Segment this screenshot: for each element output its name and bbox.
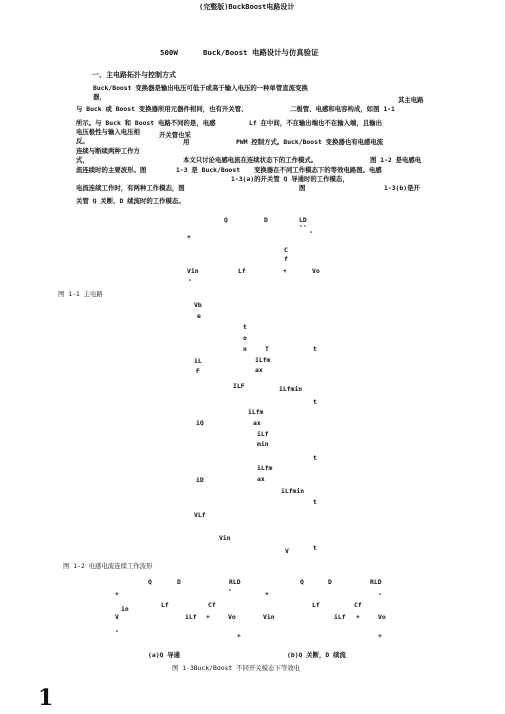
fig3b-label: - [378, 590, 382, 598]
fig3b-label: Lf [312, 601, 320, 609]
fig3b-label: iLf [334, 613, 346, 621]
fig3a-label: Q [148, 578, 152, 586]
fig3b-label: + [378, 632, 382, 640]
fig1-label-c: C [284, 246, 288, 254]
paragraph-line: 反。 [76, 137, 89, 145]
paragraph-line: 用 [183, 138, 190, 146]
fig3b-label: Vin [263, 613, 275, 621]
fig1-label-vin: Vin [187, 267, 199, 275]
fig2-label: ax [257, 475, 265, 483]
fig1-label-minus: - [188, 276, 192, 284]
paragraph-line: 1-3 是 Buck/Boost [176, 166, 241, 174]
fig1-label-d: D [264, 216, 268, 224]
fig2-label: o [243, 334, 247, 342]
fig2-label: min [257, 440, 269, 448]
paragraph-line: 式， [76, 156, 89, 164]
fig2-label: Vb [194, 301, 202, 309]
fig3b-label: Q [300, 578, 304, 586]
fig2-label: F [196, 367, 200, 375]
fig3a-label: Cf [208, 601, 216, 609]
page-header: (完整版)BuckBoost电路设计 [199, 3, 295, 11]
figure-caption: 图 1-3Buck/Boost 不同开关模态下等效电 [172, 664, 301, 672]
paragraph-line: 连续与断续两种工作方 [76, 147, 140, 155]
fig3a-label: in [121, 605, 129, 613]
paragraph-line: 图 1-2 是电感电 [370, 156, 422, 164]
fig2-label: iLfmin [279, 385, 303, 393]
fig1-label-vo: Vo [312, 267, 320, 275]
fig2-label: iLfmin [281, 487, 305, 495]
subfigure-caption-a: (a)Q 导通 [148, 651, 181, 659]
fig2-label: T [265, 345, 269, 353]
fig3a-label: iLf [185, 613, 197, 621]
paragraph-line: 所示。与 Buck 和 Boost 电路不同的是，电感 [76, 119, 216, 127]
fig3b-label: + [356, 613, 360, 621]
paragraph-line: 关管 Q 关断、D 续流时的工作模态。 [76, 197, 185, 205]
fig1-label-plus2: + [283, 267, 287, 275]
fig2-label: iD [196, 476, 204, 484]
fig1-label: - [309, 228, 313, 236]
fig2-label: ax [253, 419, 261, 427]
paragraph-line: 本文只讨论电感电流在连续状态下的工作模式。 [183, 156, 318, 164]
fig2-label: ILF [233, 382, 245, 390]
fig3a-label: Lf [161, 601, 169, 609]
paragraph-line: Buck/Boost 变换器是输出电压可低于或高于输入电压的一种单管直流变换 [93, 84, 308, 92]
fig2-label: n [243, 345, 247, 353]
fig3b-label: Cf [354, 601, 362, 609]
fig3a-label: + [237, 632, 241, 640]
paragraph-line: 开关管也采 [159, 131, 191, 139]
figure-caption: 图 1-2 电感电流连续工作波形 [63, 562, 153, 570]
fig2-label: Vin [219, 534, 231, 542]
fig2-label: iLfm [255, 356, 271, 364]
fig3b-label: RLD [370, 578, 382, 586]
fig3a-label: - [228, 586, 232, 594]
fig3a-label: Vo [228, 613, 236, 621]
subfigure-caption-b: (b)Q 关断，D 续流 [287, 651, 346, 659]
fig2-label: iLf [257, 430, 269, 438]
fig3b-label: + [265, 590, 269, 598]
fig3a-label: V [115, 613, 119, 621]
fig1-label-plus: + [187, 233, 191, 241]
paragraph-line: 与 Buck 或 Boost 变换器所用元器件相同，也有开关管、 [76, 105, 248, 113]
fig2-label: V [285, 547, 289, 555]
fig2-label: iQ [196, 419, 204, 427]
fig2-label: t [243, 323, 247, 331]
fig2-label: iL [194, 357, 202, 365]
fig3a-label: + [206, 613, 210, 621]
fig2-label: t [313, 498, 317, 506]
paragraph-line: 1-3(a)的开关管 Q 导通时的工作模态， [231, 175, 349, 183]
fig2-label: VLf [194, 511, 206, 519]
fig1-label-f: f [284, 255, 288, 263]
fig1-label: -- [299, 222, 307, 230]
fig1-label-q: Q [224, 216, 228, 224]
paragraph-line: Lf 在中间，不在输出端也不在输入端，且输出 [249, 119, 382, 127]
paragraph-line: 其主电路 [398, 96, 424, 104]
page-number: 1 [38, 685, 54, 711]
paragraph-line: 电压极性与输入电压相 [76, 128, 140, 136]
fig3a-label: D [177, 578, 181, 586]
fig2-label: iLfm [248, 408, 264, 416]
fig3a-label: + [115, 590, 119, 598]
paragraph-line: 图 [299, 184, 306, 192]
fig3b-label: Vo [378, 613, 386, 621]
title-power: 500W [160, 48, 178, 57]
fig3a-label: RLD [229, 578, 241, 586]
fig3a-label: - [115, 627, 119, 635]
fig2-label: t [313, 345, 317, 353]
figure-caption: 图 1-1 主电路 [58, 290, 103, 298]
paragraph-line: PWM 控制方式。Buck/Boost 变换器也有电感电流 [236, 138, 384, 146]
fig2-label: e [197, 312, 201, 320]
fig2-label: t [313, 454, 317, 462]
fig2-label: ax [255, 366, 263, 374]
paragraph-line: 1-3(b)是开 [384, 184, 420, 192]
paragraph-line: 变换器在不同工作模态下的等效电路图。电感 [254, 166, 382, 174]
page-title: Buck/Boost 电路设计与仿真验证 [203, 48, 319, 57]
paragraph-line: 器， [93, 93, 106, 101]
fig1-label-ld: LD [299, 216, 307, 224]
fig1-label-lf: Lf [238, 267, 246, 275]
fig3b-label: D [328, 578, 332, 586]
fig2-label: t [313, 398, 317, 406]
fig2-label: iLfm [257, 464, 273, 472]
paragraph-line: 二极管、电感和电容构成，如图 1-1 [290, 105, 395, 113]
paragraph-line: 流连续时的主要波形。图 [76, 166, 147, 174]
paragraph-line: 电流连续工作时，有两种工作模态，图 [76, 184, 185, 192]
section-heading: 一、主电路拓扑与控制方式 [92, 71, 176, 79]
fig2-label: t [313, 544, 317, 552]
